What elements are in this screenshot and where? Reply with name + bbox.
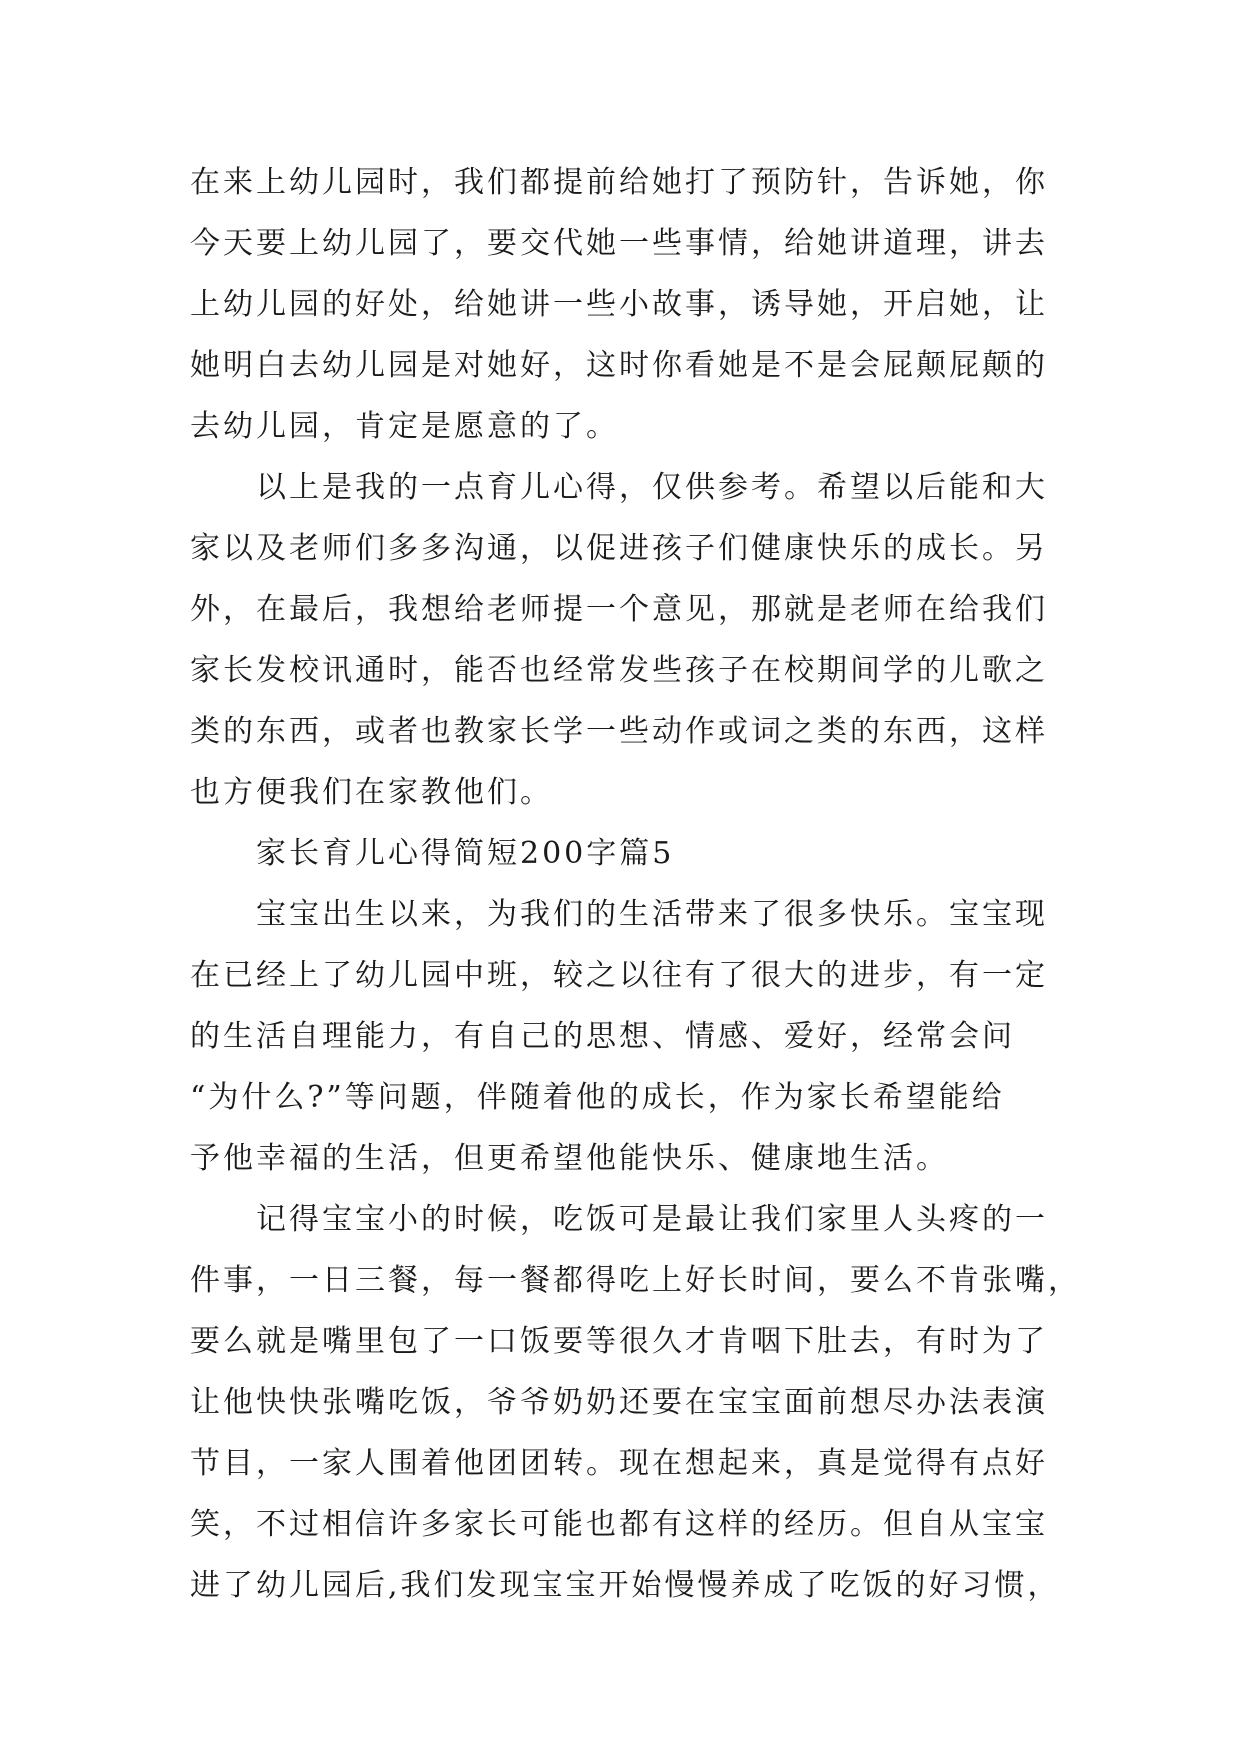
- text-line: 今天要上幼儿园了，要交代她一些事情，给她讲道理，讲去: [190, 226, 1048, 261]
- paragraph: [190, 152, 1060, 457]
- text-line: 让他快快张嘴吃饭，爷爷奶奶还要在宝宝面前想尽办法表演: [190, 1385, 1048, 1420]
- text-line: 进了幼儿园后,我们发现宝宝开始慢慢养成了吃饭的好习惯，: [190, 1568, 1061, 1603]
- paragraph: [190, 457, 1060, 823]
- text-line: 去幼儿园，肯定是愿意的了。: [190, 409, 619, 444]
- text-line: 外，在最后，我想给老师提一个意见，那就是老师在给我们: [190, 592, 1048, 627]
- text-line: 予他幸福的生活，但更希望他能快乐、健康地生活。: [190, 1141, 949, 1176]
- text-line: 件事，一日三餐，每一餐都得吃上好长时间，要么不肯张嘴，: [190, 1263, 1081, 1298]
- text-line: 宝宝出生以来，为我们的生活带来了很多快乐。宝宝现: [256, 897, 1048, 932]
- text-line: 也方便我们在家教他们。: [190, 775, 553, 810]
- text-line: 上幼儿园的好处，给她讲一些小故事，诱导她，开启她，让: [190, 287, 1048, 322]
- text-line: 在已经上了幼儿园中班，较之以往有了很大的进步，有一定: [190, 958, 1048, 993]
- paragraph: [190, 1189, 1081, 1616]
- text-line: 以上是我的一点育儿心得，仅供参考。希望以后能和大: [256, 470, 1048, 505]
- text-line: 家长发校讯通时，能否也经常发些孩子在校期间学的儿歌之: [190, 653, 1048, 688]
- text-line: 要么就是嘴里包了一口饭要等很久才肯咽下肚去，有时为了: [190, 1324, 1048, 1359]
- text-line: 类的东西，或者也教家长学一些动作或词之类的东西，这样: [190, 714, 1048, 749]
- text-line: 家以及老师们多多沟通，以促进孩子们健康快乐的成长。另: [190, 531, 1048, 566]
- text-line: 节目，一家人围着他团团转。现在想起来，真是觉得有点好: [190, 1446, 1048, 1481]
- text-line: 的生活自理能力，有自己的思想、情感、爱好，经常会问: [190, 1019, 1015, 1054]
- text-line: 记得宝宝小的时候，吃饭可是最让我们家里人头疼的一: [256, 1202, 1048, 1237]
- section-heading: [190, 823, 1060, 884]
- text-line: 在来上幼儿园时，我们都提前给她打了预防针，告诉她，你: [190, 165, 1048, 200]
- heading-text: 家长育儿心得简短200字篇5: [256, 836, 675, 871]
- text-line: “为什么?”等问题，伴随着他的成长，作为家长希望能给: [190, 1080, 1005, 1115]
- paragraph: [190, 884, 1060, 1189]
- text-line: 笑，不过相信许多家长可能也都有这样的经历。但自从宝宝: [190, 1507, 1048, 1542]
- text-line: 她明白去幼儿园是对她好，这时你看她是不是会屁颠屁颠的: [190, 348, 1048, 383]
- document-body: [190, 152, 1081, 1616]
